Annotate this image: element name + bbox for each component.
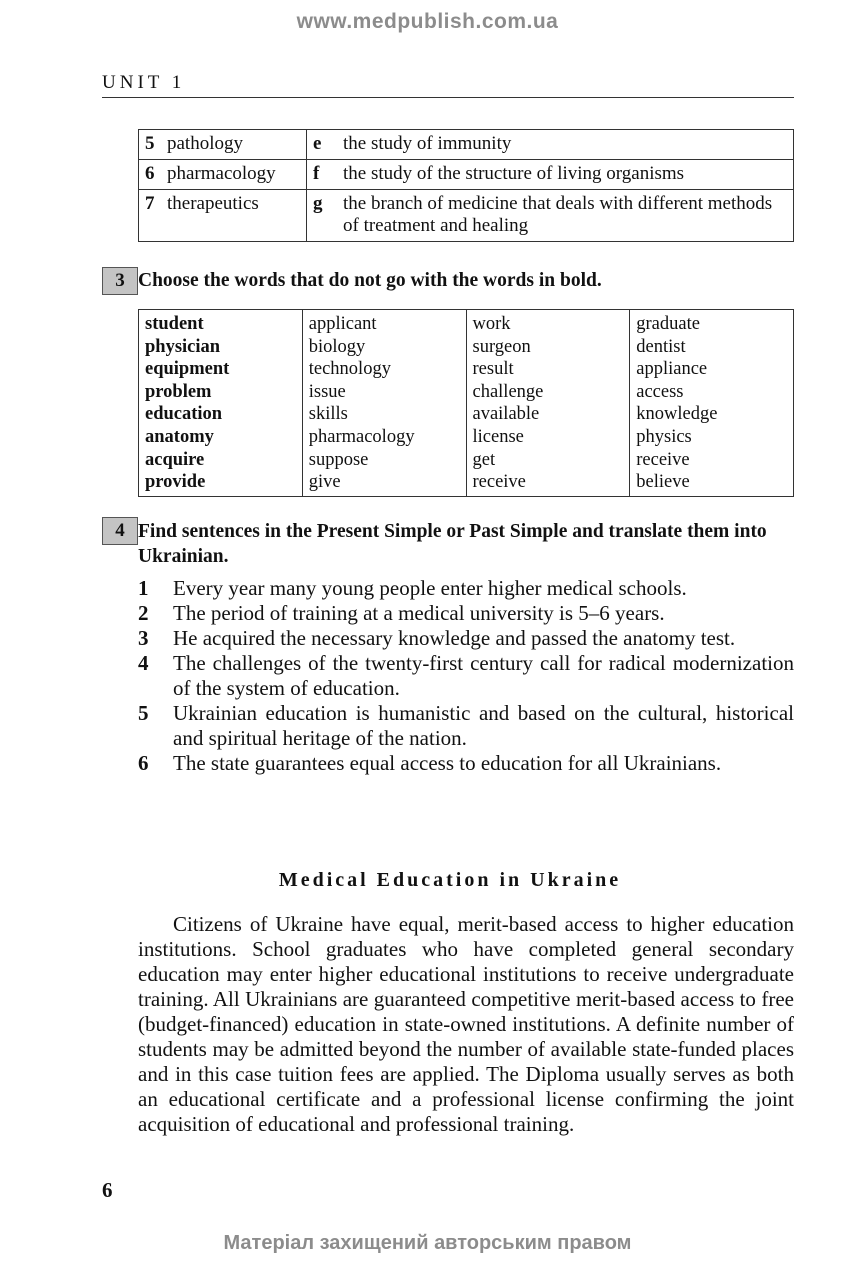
list-item xyxy=(138,651,794,701)
table-row xyxy=(139,310,794,497)
option-word: dentist xyxy=(636,336,686,357)
word-column-2 xyxy=(466,310,630,497)
list-item xyxy=(138,576,794,601)
word-columns-table xyxy=(138,309,794,497)
sentence-number: 2 xyxy=(138,601,149,625)
option-word: knowledge xyxy=(636,404,718,425)
header-rule xyxy=(102,97,794,98)
sentence-text: Ukrainian education is humanistic and based on the cultural, historical and spiritual heritage of the nation. xyxy=(173,701,794,750)
option-word: physics xyxy=(636,426,692,447)
option-word: biology xyxy=(308,336,366,357)
definition-cell xyxy=(307,130,794,160)
sentence-number: 5 xyxy=(138,701,149,725)
definition-letter: f xyxy=(313,163,320,184)
task-4-title: Find sentences in the Present Simple or Past Simple and translate them into Ukrainian. xyxy=(138,521,767,567)
option-word: issue xyxy=(308,381,346,402)
option-word: pharmacology xyxy=(308,426,415,447)
definition-text: the study of immunity xyxy=(343,133,512,154)
definition-text: the branch of medicine that deals with different methods of treatment and healing xyxy=(343,193,773,236)
sentence-number: 3 xyxy=(138,626,149,650)
sentence-number: 4 xyxy=(138,651,149,675)
sentence-number: 6 xyxy=(138,751,149,775)
option-word: access xyxy=(636,381,684,402)
page-number: 6 xyxy=(102,1178,113,1202)
sentence-text: The challenges of the twenty-first century call for radical modernization of the system of education. xyxy=(173,651,794,700)
option-word: receive xyxy=(636,449,690,470)
list-item xyxy=(138,701,794,751)
term-word: pharmacology xyxy=(167,163,276,184)
sentence-text: Every year many young people enter higher medical schools. xyxy=(173,576,687,600)
bold-word: student xyxy=(145,314,204,334)
term-cell xyxy=(139,190,307,242)
term-number: 6 xyxy=(145,163,155,184)
definition-cell xyxy=(307,160,794,190)
task-3-title: Choose the words that do not go with the words in bold. xyxy=(138,270,602,291)
copyright-notice: Матеріал захищений авторським правом xyxy=(223,1232,632,1254)
bold-word: equipment xyxy=(145,359,230,380)
word-column-3 xyxy=(630,310,794,497)
definitions-table xyxy=(138,129,794,242)
reading-paragraph: Citizens of Ukraine have equal, merit-based access to higher education institutions. School graduates who have completed general secondary education may enter higher educational institutions to receive undergraduate training. All Ukrainians are guaranteed competitive merit-based access to free (budget-financed) education in state-owned institutions. A definite number of students may be admitted beyond the number of available state-funded places and in this case tuition fees are applied. The Diploma usually serves as both an educational certificate and a professional license confirming the joint acquisition of educational and professional training. xyxy=(138,912,794,1136)
term-word: pathology xyxy=(167,133,243,154)
option-word: surgeon xyxy=(472,336,531,357)
list-item xyxy=(138,751,794,776)
option-word: appliance xyxy=(636,359,708,380)
option-word: license xyxy=(472,426,524,447)
list-item xyxy=(138,601,794,626)
sentence-text: The state guarantees equal access to education for all Ukrainians. xyxy=(173,751,722,775)
option-word: give xyxy=(308,472,341,493)
option-word: available xyxy=(472,404,540,425)
definition-cell xyxy=(307,190,794,242)
term-number: 7 xyxy=(145,193,155,214)
table-row xyxy=(139,130,794,160)
bold-word: problem xyxy=(145,381,212,402)
task-3-number-box: 3 xyxy=(102,267,138,295)
bold-words-column xyxy=(139,310,303,497)
option-word: believe xyxy=(636,472,690,493)
option-word: challenge xyxy=(472,381,544,402)
sentence-number: 1 xyxy=(138,576,149,600)
table-row xyxy=(139,160,794,190)
sentence-text: The period of training at a medical university is 5–6 years. xyxy=(173,601,665,625)
task-4-number-box: 4 xyxy=(102,517,138,545)
option-word: result xyxy=(472,359,514,380)
bold-word: acquire xyxy=(145,449,205,470)
term-cell xyxy=(139,130,307,160)
term-word: therapeutics xyxy=(167,193,259,214)
section-title: Medical Education in Ukraine xyxy=(278,869,622,891)
definition-letter: g xyxy=(313,193,323,214)
table-row xyxy=(139,190,794,242)
unit-label: UNIT 1 xyxy=(102,72,186,93)
option-word: receive xyxy=(472,472,526,493)
definition-letter: e xyxy=(313,133,322,154)
option-word: get xyxy=(472,449,496,470)
sentence-list xyxy=(138,576,794,776)
term-cell xyxy=(139,160,307,190)
word-column-1 xyxy=(302,310,466,497)
bold-word: physician xyxy=(145,336,221,357)
bold-word: anatomy xyxy=(145,426,214,447)
option-word: applicant xyxy=(308,314,377,334)
option-word: suppose xyxy=(308,449,369,470)
sentence-text: He acquired the necessary knowledge and passed the anatomy test. xyxy=(173,626,736,650)
bold-word: provide xyxy=(145,472,206,493)
option-word: skills xyxy=(308,404,348,425)
definition-text: the study of the structure of living organisms xyxy=(343,163,685,184)
list-item xyxy=(138,626,794,651)
option-word: technology xyxy=(308,359,391,380)
term-number: 5 xyxy=(145,133,155,154)
site-url: www.medpublish.com.ua xyxy=(296,10,559,33)
option-word: work xyxy=(472,314,511,334)
bold-word: education xyxy=(145,404,223,425)
option-word: graduate xyxy=(636,314,700,334)
